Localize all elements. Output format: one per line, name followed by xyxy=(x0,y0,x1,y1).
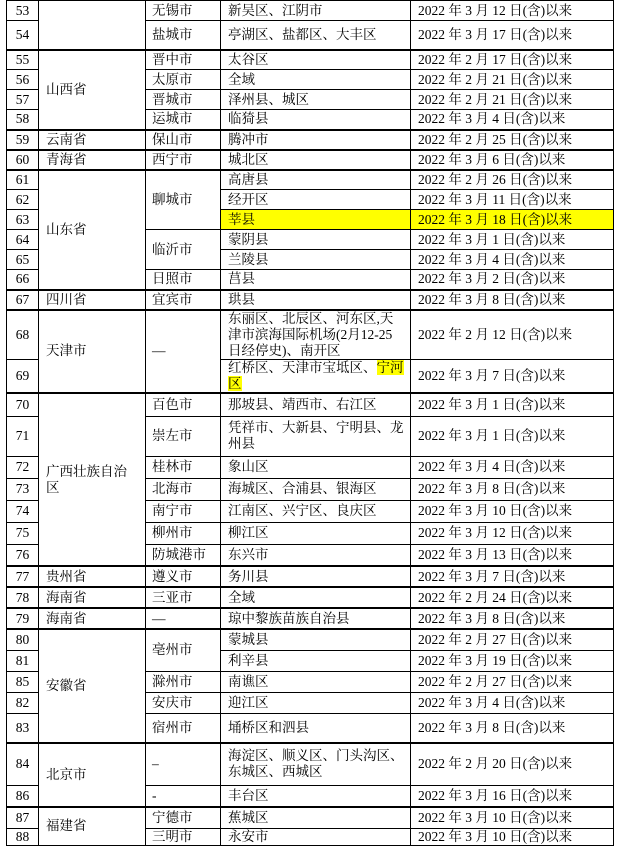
date-cell: 2022 年 2 月 25 日(含)以来 xyxy=(411,130,614,150)
district-cell: 新吴区、江阴市 xyxy=(221,1,411,21)
district-cell: 红桥区、天津市宝坻区、宁河区 xyxy=(221,360,411,394)
district-cell: 莒县 xyxy=(221,270,411,290)
row-number-cell: 72 xyxy=(7,456,39,478)
date-cell: 2022 年 3 月 2 日(含)以来 xyxy=(411,270,614,290)
table-row xyxy=(7,130,614,150)
province-cell xyxy=(39,1,146,50)
row-number-cell: 64 xyxy=(7,230,39,250)
row-number-cell: 80 xyxy=(7,629,39,650)
district-cell: 全域 xyxy=(221,70,411,90)
district-cell: 凭祥市、大新县、宁明县、龙州县 xyxy=(221,416,411,456)
district-cell: 蕉城区 xyxy=(221,807,411,828)
district-cell: 太谷区 xyxy=(221,50,411,70)
date-cell: 2022 年 3 月 1 日(含)以来 xyxy=(411,416,614,456)
district-cell: 南谯区 xyxy=(221,671,411,692)
date-cell: 2022 年 2 月 24 日(含)以来 xyxy=(411,587,614,608)
city-cell: – xyxy=(146,743,221,785)
row-number-cell: 79 xyxy=(7,608,39,629)
district-cell: 兰陵县 xyxy=(221,250,411,270)
table-row xyxy=(7,1,614,21)
district-cell: 东丽区、北辰区、河东区,天津市滨海国际机场(2月12-25日经停史)、南开区 xyxy=(221,310,411,360)
date-cell: 2022 年 3 月 8 日(含)以来 xyxy=(411,608,614,629)
district-cell: 务川县 xyxy=(221,566,411,587)
city-cell: 百色市 xyxy=(146,393,221,416)
district-cell: 海淀区、顺义区、门头沟区、东城区、西城区 xyxy=(221,743,411,785)
date-cell: 2022 年 2 月 26 日(含)以来 xyxy=(411,170,614,190)
district-cell: 经开区 xyxy=(221,190,411,210)
date-cell: 2022 年 3 月 1 日(含)以来 xyxy=(411,393,614,416)
city-cell: 日照市 xyxy=(146,270,221,290)
city-cell: — xyxy=(146,608,221,629)
date-cell: 2022 年 2 月 21 日(含)以来 xyxy=(411,90,614,110)
city-cell: 滁州市 xyxy=(146,671,221,692)
risk-area-table xyxy=(6,0,614,846)
city-cell: 聊城市 xyxy=(146,170,221,230)
row-number-cell: 63 xyxy=(7,210,39,230)
table-row xyxy=(7,50,614,70)
district-cell: 那坡县、靖西市、右江区 xyxy=(221,393,411,416)
city-cell: 太原市 xyxy=(146,70,221,90)
date-cell: 2022 年 3 月 12 日(含)以来 xyxy=(411,522,614,544)
city-cell: 晋中市 xyxy=(146,50,221,70)
date-cell: 2022 年 3 月 16 日(含)以来 xyxy=(411,785,614,807)
row-number-cell: 83 xyxy=(7,713,39,743)
date-cell: 2022 年 2 月 21 日(含)以来 xyxy=(411,70,614,90)
row-number-cell: 82 xyxy=(7,692,39,713)
table-row xyxy=(7,170,614,190)
district-cell: 城北区 xyxy=(221,150,411,170)
row-number-cell: 65 xyxy=(7,250,39,270)
row-number-cell: 62 xyxy=(7,190,39,210)
city-cell: 防城港市 xyxy=(146,544,221,566)
date-cell: 2022 年 3 月 10 日(含)以来 xyxy=(411,807,614,828)
district-cell: 莘县 xyxy=(221,210,411,230)
risk-area-table-body xyxy=(7,1,614,846)
table-row xyxy=(7,587,614,608)
district-cell: 腾冲市 xyxy=(221,130,411,150)
province-cell: 山东省 xyxy=(39,170,146,290)
district-cell: 珙县 xyxy=(221,290,411,310)
row-number-cell: 53 xyxy=(7,1,39,21)
district-cell: 象山区 xyxy=(221,456,411,478)
row-number-cell: 60 xyxy=(7,150,39,170)
district-cell: 江南区、兴宁区、良庆区 xyxy=(221,500,411,522)
city-cell: 保山市 xyxy=(146,130,221,150)
row-number-cell: 58 xyxy=(7,110,39,130)
row-number-cell: 77 xyxy=(7,566,39,587)
date-cell: 2022 年 3 月 7 日(含)以来 xyxy=(411,566,614,587)
row-number-cell: 75 xyxy=(7,522,39,544)
date-cell: 2022 年 3 月 7 日(含)以来 xyxy=(411,360,614,394)
date-cell: 2022 年 3 月 10 日(含)以来 xyxy=(411,828,614,845)
province-cell: 云南省 xyxy=(39,130,146,150)
row-number-cell: 78 xyxy=(7,587,39,608)
row-number-cell: 55 xyxy=(7,50,39,70)
row-number-cell: 88 xyxy=(7,828,39,845)
province-cell: 海南省 xyxy=(39,608,146,629)
date-cell: 2022 年 2 月 20 日(含)以来 xyxy=(411,743,614,785)
district-cell: 东兴市 xyxy=(221,544,411,566)
date-cell: 2022 年 2 月 27 日(含)以来 xyxy=(411,671,614,692)
date-cell: 2022 年 2 月 17 日(含)以来 xyxy=(411,50,614,70)
district-cell: 埇桥区和泗县 xyxy=(221,713,411,743)
province-cell: 贵州省 xyxy=(39,566,146,587)
city-cell: 三明市 xyxy=(146,828,221,845)
city-cell: 南宁市 xyxy=(146,500,221,522)
date-cell: 2022 年 2 月 27 日(含)以来 xyxy=(411,629,614,650)
date-cell: 2022 年 3 月 11 日(含)以来 xyxy=(411,190,614,210)
date-cell: 2022 年 3 月 17 日(含)以来 xyxy=(411,21,614,50)
table-row xyxy=(7,807,614,828)
district-cell: 高唐县 xyxy=(221,170,411,190)
date-cell: 2022 年 3 月 19 日(含)以来 xyxy=(411,650,614,671)
table-row xyxy=(7,290,614,310)
province-cell: 广西壮族自治区 xyxy=(39,393,146,566)
date-cell: 2022 年 3 月 8 日(含)以来 xyxy=(411,290,614,310)
date-cell: 2022 年 3 月 4 日(含)以来 xyxy=(411,456,614,478)
table-row xyxy=(7,743,614,785)
district-cell: 全域 xyxy=(221,587,411,608)
district-cell: 临猗县 xyxy=(221,110,411,130)
table-row xyxy=(7,150,614,170)
row-number-cell: 74 xyxy=(7,500,39,522)
city-cell: 晋城市 xyxy=(146,90,221,110)
city-cell: 北海市 xyxy=(146,478,221,500)
date-cell: 2022 年 3 月 8 日(含)以来 xyxy=(411,713,614,743)
row-number-cell: 84 xyxy=(7,743,39,785)
row-number-cell: 66 xyxy=(7,270,39,290)
row-number-cell: 59 xyxy=(7,130,39,150)
city-cell: 柳州市 xyxy=(146,522,221,544)
city-cell: 西宁市 xyxy=(146,150,221,170)
row-number-cell: 69 xyxy=(7,360,39,394)
province-cell: 福建省 xyxy=(39,807,146,845)
city-cell: 三亚市 xyxy=(146,587,221,608)
date-cell: 2022 年 3 月 6 日(含)以来 xyxy=(411,150,614,170)
row-number-cell: 61 xyxy=(7,170,39,190)
city-cell: 亳州市 xyxy=(146,629,221,671)
city-cell: — xyxy=(146,310,221,394)
district-cell: 海城区、合浦县、银海区 xyxy=(221,478,411,500)
district-cell: 琼中黎族苗族自治县 xyxy=(221,608,411,629)
table-row xyxy=(7,310,614,360)
district-cell: 永安市 xyxy=(221,828,411,845)
city-cell: 崇左市 xyxy=(146,416,221,456)
district-cell: 利辛县 xyxy=(221,650,411,671)
city-cell: 无锡市 xyxy=(146,1,221,21)
district-cell: 蒙阴县 xyxy=(221,230,411,250)
row-number-cell: 86 xyxy=(7,785,39,807)
city-cell: 遵义市 xyxy=(146,566,221,587)
district-cell: 蒙城县 xyxy=(221,629,411,650)
row-number-cell: 71 xyxy=(7,416,39,456)
table-row xyxy=(7,566,614,587)
district-cell: 柳江区 xyxy=(221,522,411,544)
province-cell: 天津市 xyxy=(39,310,146,394)
city-cell: 桂林市 xyxy=(146,456,221,478)
city-cell: 宜宾市 xyxy=(146,290,221,310)
district-cell: 泽州县、城区 xyxy=(221,90,411,110)
date-cell: 2022 年 3 月 18 日(含)以来 xyxy=(411,210,614,230)
row-number-cell: 68 xyxy=(7,310,39,360)
district-cell: 亭湖区、盐都区、大丰区 xyxy=(221,21,411,50)
city-cell: 盐城市 xyxy=(146,21,221,50)
province-cell: 北京市 xyxy=(39,743,146,807)
city-cell: 运城市 xyxy=(146,110,221,130)
district-cell: 迎江区 xyxy=(221,692,411,713)
city-cell: 宁德市 xyxy=(146,807,221,828)
date-cell: 2022 年 3 月 1 日(含)以来 xyxy=(411,230,614,250)
province-cell: 海南省 xyxy=(39,587,146,608)
row-number-cell: 87 xyxy=(7,807,39,828)
highlighted-text: 宁河区 xyxy=(228,360,404,391)
date-cell: 2022 年 2 月 12 日(含)以来 xyxy=(411,310,614,360)
row-number-cell: 70 xyxy=(7,393,39,416)
date-cell: 2022 年 3 月 4 日(含)以来 xyxy=(411,250,614,270)
province-cell: 山西省 xyxy=(39,50,146,130)
table-row xyxy=(7,629,614,650)
row-number-cell: 81 xyxy=(7,650,39,671)
city-cell: 宿州市 xyxy=(146,713,221,743)
city-cell: 安庆市 xyxy=(146,692,221,713)
date-cell: 2022 年 3 月 12 日(含)以来 xyxy=(411,1,614,21)
district-cell: 丰台区 xyxy=(221,785,411,807)
row-number-cell: 56 xyxy=(7,70,39,90)
province-cell: 安徽省 xyxy=(39,629,146,743)
date-cell: 2022 年 3 月 8 日(含)以来 xyxy=(411,478,614,500)
province-cell: 青海省 xyxy=(39,150,146,170)
row-number-cell: 76 xyxy=(7,544,39,566)
date-cell: 2022 年 3 月 4 日(含)以来 xyxy=(411,692,614,713)
row-number-cell: 54 xyxy=(7,21,39,50)
date-cell: 2022 年 3 月 4 日(含)以来 xyxy=(411,110,614,130)
row-number-cell: 73 xyxy=(7,478,39,500)
row-number-cell: 67 xyxy=(7,290,39,310)
table-row xyxy=(7,393,614,416)
table-row xyxy=(7,608,614,629)
city-cell: - xyxy=(146,785,221,807)
date-cell: 2022 年 3 月 10 日(含)以来 xyxy=(411,500,614,522)
province-cell: 四川省 xyxy=(39,290,146,310)
city-cell: 临沂市 xyxy=(146,230,221,270)
row-number-cell: 57 xyxy=(7,90,39,110)
row-number-cell: 85 xyxy=(7,671,39,692)
date-cell: 2022 年 3 月 13 日(含)以来 xyxy=(411,544,614,566)
